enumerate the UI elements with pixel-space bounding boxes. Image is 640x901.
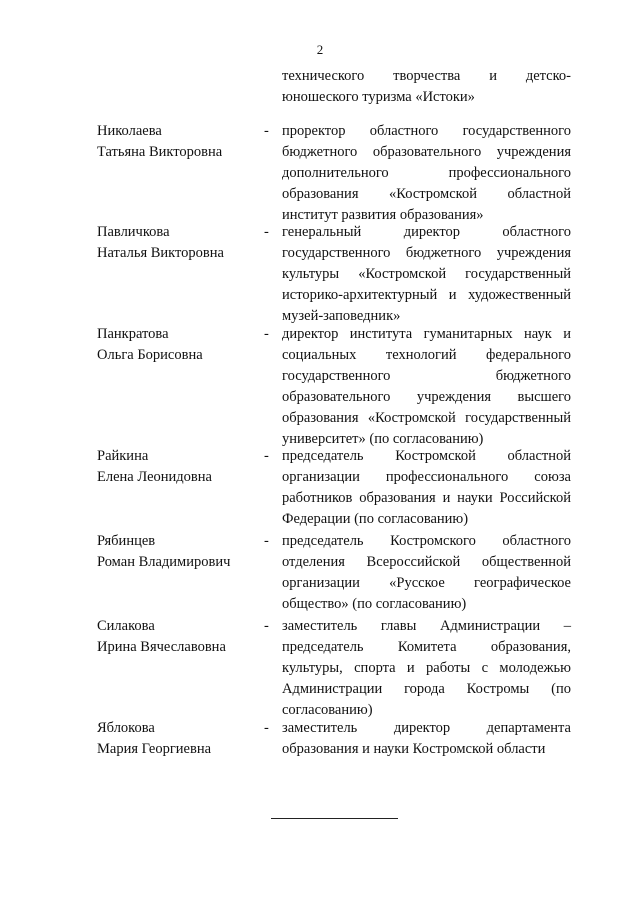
person-name (97, 222, 257, 264)
dash-separator: - (264, 618, 269, 634)
first-names: Наталья Викторовна (97, 245, 224, 261)
first-names: Елена Леонидовна (97, 469, 212, 485)
page-number: 2 (316, 42, 324, 57)
end-of-list-rule (271, 818, 398, 819)
person-name (97, 531, 257, 573)
last-name: Рябинцев (97, 533, 156, 549)
last-name: Николаева (97, 123, 162, 139)
last-name: Павличкова (97, 224, 170, 240)
dash-separator: - (264, 448, 269, 464)
dash-separator: - (264, 533, 269, 549)
last-name: Силакова (97, 618, 155, 634)
person-name (97, 121, 257, 163)
position-text: директор института гуманитарных наук и социальных технологий федерального государственного бюджетного образовательного учреждения высшего образования «Костромской государственный университет» (по согласованию) (282, 326, 571, 447)
first-names: Мария Георгиевна (97, 741, 212, 757)
first-names: Татьяна Викторовна (97, 144, 223, 160)
last-name: Яблокова (97, 720, 155, 736)
person-name (97, 446, 257, 488)
person-name (97, 718, 257, 760)
position-text: председатель Костромской областной организации профессионального союза работников образования и науки Российской Федерации (по согласованию) (282, 448, 571, 527)
first-names: Роман Владимирович (97, 554, 231, 570)
last-name: Панкратова (97, 326, 169, 342)
position-text: заместитель главы Администрации – председатель Комитета образования, культуры, спорта и работы с молодежью Администрации города Костромы (по согласованию) (282, 618, 571, 718)
person-name (97, 616, 257, 658)
first-names: Ольга Борисовна (97, 347, 203, 363)
person-name (97, 324, 257, 366)
last-name: Райкина (97, 448, 149, 464)
dash-separator: - (264, 326, 269, 342)
position-text: заместитель директор департамента образования и науки Костромской области (282, 720, 571, 757)
position-text: проректор областного государственного бюджетного образовательного учреждения дополнительного профессионального образования «Костромской областной институт развития образования» (282, 123, 571, 223)
position-text: председатель Костромского областного отделения Всероссийской общественной организации «Русское географическое общество» (по согласованию) (282, 533, 571, 612)
dash-separator: - (264, 720, 269, 736)
position-text: генеральный директор областного государственного бюджетного учреждения культуры «Костромской государственный историко-архитектурный и художественный музей-заповедник» (282, 224, 571, 324)
dash-separator: - (264, 224, 269, 240)
first-names: Ирина Вячеславовна (97, 639, 226, 655)
continuation-text: технического творчества и детско-юношеского туризма «Истоки» (282, 68, 571, 105)
dash-separator: - (264, 123, 269, 139)
